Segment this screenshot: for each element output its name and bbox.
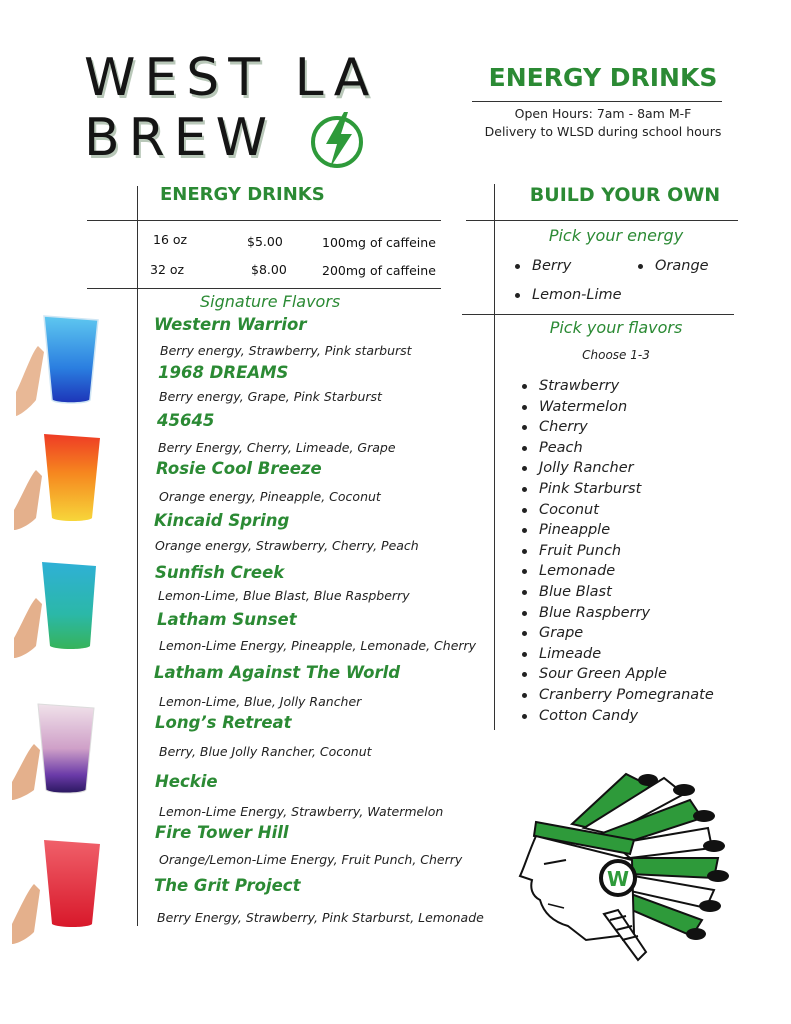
drink-photo-blue (10, 312, 102, 420)
choose-count: Choose 1-3 (582, 348, 650, 362)
mascot-badge-letter: W (606, 867, 630, 891)
flavor-desc: Berry, Blue Jolly Rancher, Coconut (159, 744, 372, 759)
flavor-name: Long’s Retreat (155, 713, 292, 732)
flavor-desc: Berry Energy, Cherry, Limeade, Grape (158, 440, 396, 455)
list-item: Coconut (520, 500, 714, 521)
list-item: Cranberry Pomegranate (520, 685, 714, 706)
size-label: 32 oz (150, 262, 185, 277)
flavor-desc: Orange/Lemon-Lime Energy, Fruit Punch, Cherry (159, 852, 463, 867)
right-column-divider (494, 184, 495, 730)
list-item: Sour Green Apple (520, 664, 714, 685)
flavor-name: Western Warrior (154, 315, 307, 334)
flavor-desc: Lemon-Lime, Blue, Jolly Rancher (159, 694, 362, 709)
list-item: Pink Starburst (520, 479, 714, 500)
energy-bottom-rule (87, 288, 441, 289)
flavor-name: Fire Tower Hill (155, 823, 289, 842)
byo-flavor-list (520, 376, 714, 726)
flavor-name: Sunfish Creek (155, 563, 285, 582)
list-item: Grape (520, 623, 714, 644)
list-item: Jolly Rancher (520, 458, 714, 479)
flavor-name: 45645 (157, 411, 215, 430)
delivery-note: Delivery to WLSD during school hours (484, 124, 722, 139)
size-price: $5.00 (247, 234, 283, 249)
energy-option-label: Berry (532, 258, 572, 274)
lightning-bolt-icon (310, 110, 368, 174)
flavor-name: Rosie Cool Breeze (156, 459, 322, 478)
drink-photo-purple (10, 700, 102, 804)
size-caffeine: 200mg of caffeine (322, 263, 436, 278)
energy-option-label: Orange (655, 258, 709, 274)
build-your-own-title: BUILD YOUR OWN (529, 184, 721, 206)
drink-photo-teal (10, 558, 102, 662)
list-item: Watermelon (520, 397, 714, 418)
flavor-desc: Orange energy, Strawberry, Cherry, Peach (155, 538, 419, 553)
energy-option (515, 287, 622, 303)
header-divider (472, 101, 722, 102)
flavor-desc: Lemon-Lime, Blue Blast, Blue Raspberry (158, 588, 410, 603)
list-item: Pineapple (520, 520, 714, 541)
energy-option-label: Lemon-Lime (532, 287, 622, 303)
energy-option (515, 258, 571, 274)
drink-photo-red (10, 838, 102, 948)
energy-top-rule (87, 220, 441, 221)
flavor-desc: Berry energy, Strawberry, Pink starburst (160, 343, 412, 358)
size-label: 16 oz (153, 232, 188, 247)
byo-top-rule (466, 220, 738, 221)
list-item: Blue Blast (520, 582, 714, 603)
flavor-name: The Grit Project (154, 876, 301, 895)
flavor-name: Kincaid Spring (154, 511, 290, 530)
logo-line-2: BREW (84, 108, 277, 168)
list-item: Strawberry (520, 376, 714, 397)
list-item: Fruit Punch (520, 541, 714, 562)
list-item: Lemonade (520, 561, 714, 582)
list-item: Cotton Candy (520, 706, 714, 727)
list-item: Peach (520, 438, 714, 459)
pick-flavors-heading: Pick your flavors (549, 318, 683, 337)
energy-drinks-title: ENERGY DRINKS (160, 184, 325, 205)
flavor-desc: Lemon-Lime Energy, Pineapple, Lemonade, Cherry (159, 638, 477, 653)
flavor-desc: Berry energy, Grape, Pink Starburst (159, 389, 382, 404)
signature-heading: Signature Flavors (200, 292, 341, 311)
list-item: Cherry (520, 417, 714, 438)
mascot-illustration (514, 764, 740, 972)
logo-line-1: WEST LA (84, 48, 379, 108)
drink-photo-sunset (10, 432, 102, 536)
energy-option (638, 258, 709, 274)
flavor-desc: Orange energy, Pineapple, Coconut (159, 489, 381, 504)
size-price: $8.00 (251, 262, 287, 277)
open-hours: Open Hours: 7am - 8am M-F (514, 106, 692, 121)
flavor-name: 1968 DREAMS (158, 363, 289, 382)
left-column-divider (137, 186, 138, 926)
list-item: Limeade (520, 644, 714, 665)
flavor-desc: Berry Energy, Strawberry, Pink Starburst, Lemonade (157, 910, 484, 925)
flavor-name: Latham Against The World (154, 663, 401, 682)
flavor-name: Latham Sunset (157, 610, 297, 629)
size-caffeine: 100mg of caffeine (322, 235, 436, 250)
flavor-desc: Lemon-Lime Energy, Strawberry, Watermelon (159, 804, 444, 819)
pick-energy-heading: Pick your energy (548, 226, 684, 245)
list-item: Blue Raspberry (520, 603, 714, 624)
byo-mid-rule (462, 314, 734, 315)
flavor-name: Heckie (155, 772, 218, 791)
header-title: ENERGY DRINKS (488, 63, 718, 92)
